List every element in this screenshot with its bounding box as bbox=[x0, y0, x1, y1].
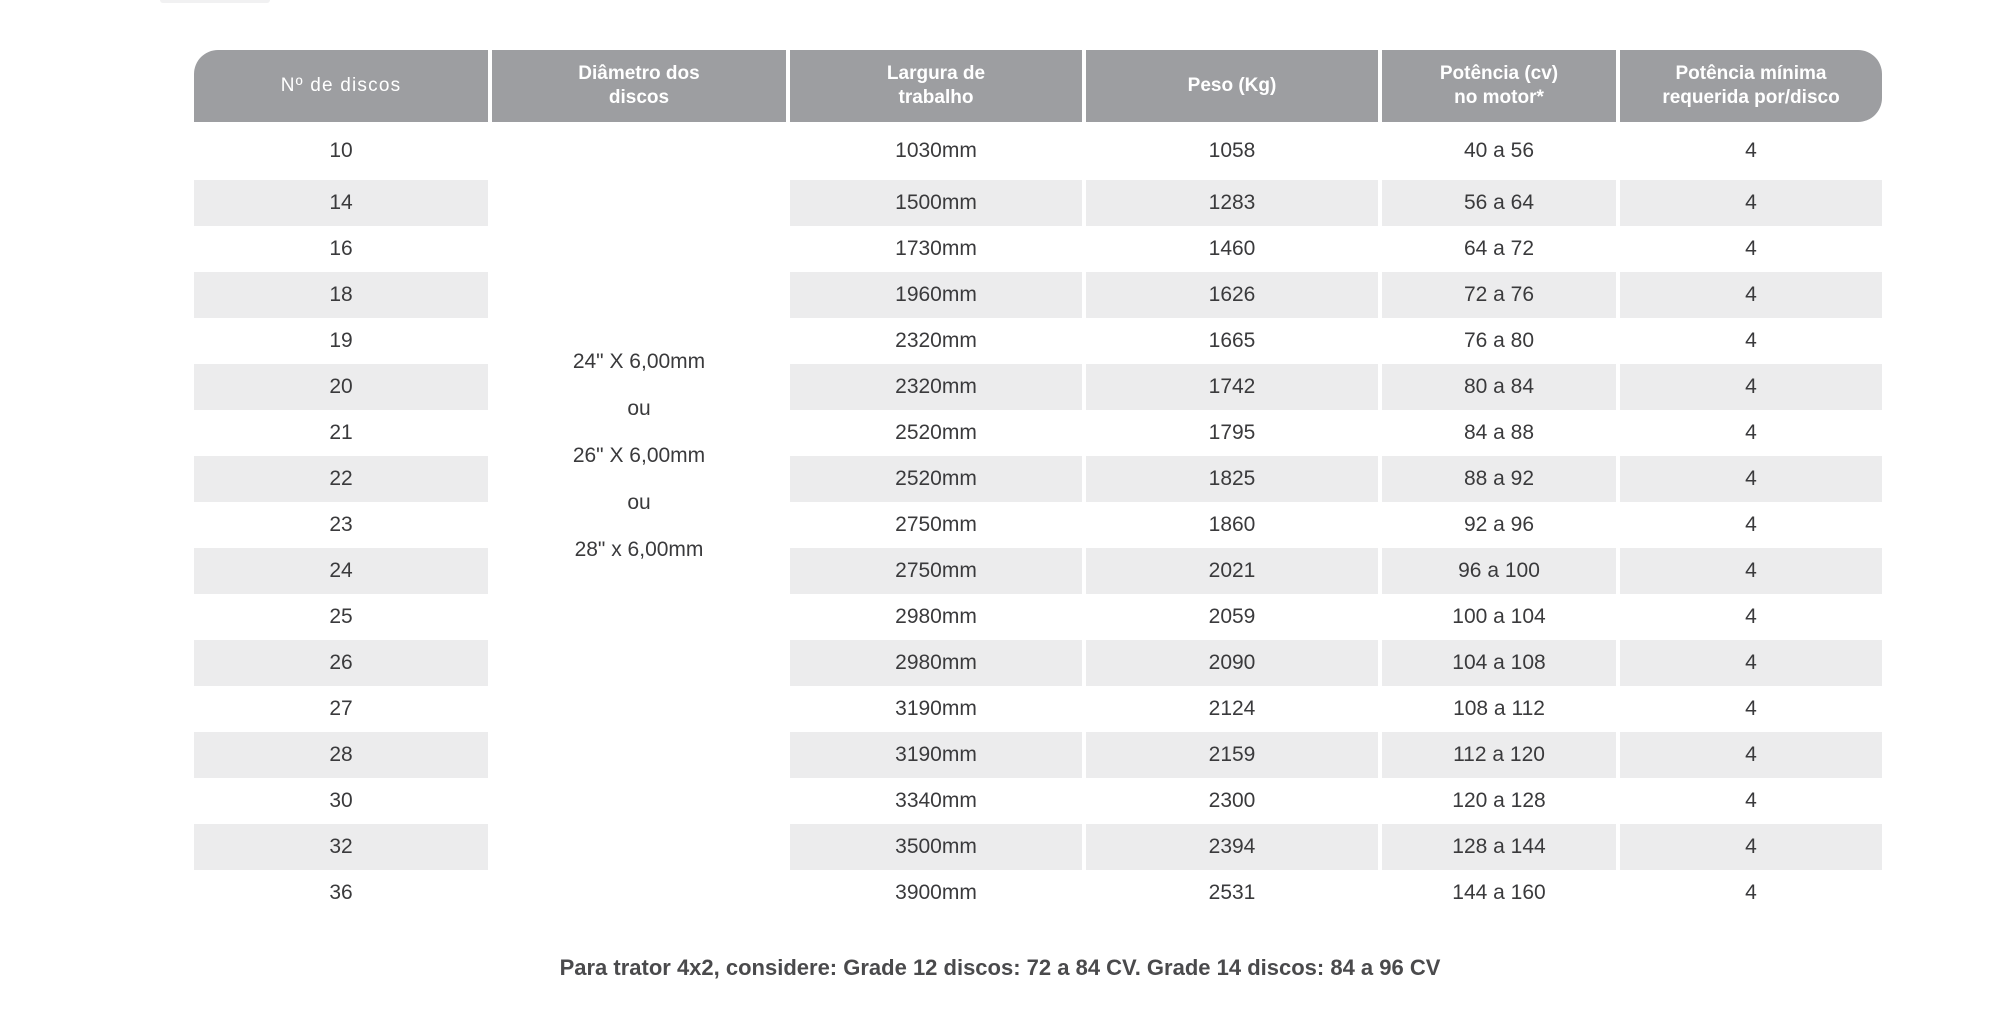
spec-table bbox=[190, 50, 1886, 916]
header-diameter-line2: discos bbox=[608, 87, 670, 108]
cell-width: 2320mm bbox=[790, 364, 1082, 410]
table-row bbox=[194, 456, 1882, 502]
cell-weight: 2021 bbox=[1086, 548, 1378, 594]
header-discs-label: Nº de discos bbox=[280, 75, 402, 96]
cell-min-power: 4 bbox=[1745, 881, 1757, 904]
header-width-line2: trabalho bbox=[898, 87, 974, 108]
cell-power: 96 a 100 bbox=[1382, 548, 1616, 594]
cell-width: 3190mm bbox=[790, 732, 1082, 778]
cell-min-power: 4 bbox=[1620, 364, 1882, 410]
header-weight bbox=[1086, 50, 1378, 122]
table-row bbox=[194, 640, 1882, 686]
footer-note: Para trator 4x2, considere: Grade 12 discos: 72 a 84 CV. Grade 14 discos: 84 a 96 CV bbox=[559, 955, 1441, 980]
cell-discs: 16 bbox=[329, 237, 353, 260]
header-min-power bbox=[1620, 50, 1882, 122]
cell-weight: 1825 bbox=[1086, 456, 1378, 502]
cell-weight: 1460 bbox=[1208, 237, 1256, 260]
table-row bbox=[194, 824, 1882, 870]
cell-discs: 18 bbox=[194, 272, 488, 318]
cell-power: 120 a 128 bbox=[1452, 789, 1546, 812]
header-power-line1: Potência (cv) bbox=[1439, 63, 1559, 84]
cell-discs: 22 bbox=[194, 456, 488, 502]
cell-discs: 30 bbox=[329, 789, 353, 812]
cell-min-power: 4 bbox=[1745, 421, 1757, 444]
table-row bbox=[194, 226, 1882, 272]
cell-weight: 1626 bbox=[1086, 272, 1378, 318]
table-row bbox=[194, 594, 1882, 640]
table-row bbox=[194, 502, 1882, 548]
cell-power: 76 a 80 bbox=[1463, 329, 1535, 352]
header-discs bbox=[194, 50, 488, 122]
table-row bbox=[194, 686, 1882, 732]
cell-weight: 2531 bbox=[1208, 881, 1256, 904]
cell-power: 104 a 108 bbox=[1382, 640, 1616, 686]
table-row bbox=[194, 870, 1882, 916]
cell-discs: 25 bbox=[329, 605, 353, 628]
cell-min-power: 4 bbox=[1620, 180, 1882, 226]
cell-width: 1730mm bbox=[895, 237, 977, 260]
header-power-line2: no motor* bbox=[1454, 87, 1544, 108]
cell-weight: 1742 bbox=[1086, 364, 1378, 410]
cell-power: 64 a 72 bbox=[1463, 237, 1535, 260]
cell-discs: 10 bbox=[329, 139, 353, 162]
cell-power: 40 a 56 bbox=[1463, 139, 1535, 162]
cell-width: 1960mm bbox=[790, 272, 1082, 318]
header-row bbox=[194, 50, 1882, 122]
cell-width: 3190mm bbox=[895, 697, 977, 720]
cell-power: 56 a 64 bbox=[1382, 180, 1616, 226]
cell-power: 108 a 112 bbox=[1453, 697, 1545, 720]
cell-min-power: 4 bbox=[1745, 789, 1757, 812]
diameter-option: ou bbox=[627, 491, 651, 514]
cell-width: 2520mm bbox=[790, 456, 1082, 502]
header-width-line1: Largura de bbox=[886, 63, 986, 84]
table-row bbox=[194, 318, 1882, 364]
table-row bbox=[194, 778, 1882, 824]
cell-min-power: 4 bbox=[1745, 139, 1757, 162]
cell-discs: 21 bbox=[329, 421, 353, 444]
cell-discs: 14 bbox=[194, 180, 488, 226]
cell-min-power: 4 bbox=[1620, 824, 1882, 870]
cell-width: 2980mm bbox=[790, 640, 1082, 686]
cell-width: 3500mm bbox=[790, 824, 1082, 870]
cell-power: 128 a 144 bbox=[1382, 824, 1616, 870]
cell-weight: 2300 bbox=[1208, 789, 1256, 812]
header-power bbox=[1382, 50, 1616, 122]
table-row bbox=[194, 410, 1882, 456]
cell-min-power: 4 bbox=[1620, 272, 1882, 318]
cell-min-power: 4 bbox=[1620, 640, 1882, 686]
cell-min-power: 4 bbox=[1620, 732, 1882, 778]
cell-weight: 1665 bbox=[1208, 329, 1256, 352]
cell-discs: 32 bbox=[194, 824, 488, 870]
cell-min-power: 4 bbox=[1745, 237, 1757, 260]
header-weight-label: Peso (Kg) bbox=[1187, 75, 1277, 96]
header-min-power-line2: requerida por/disco bbox=[1662, 87, 1840, 108]
table-row bbox=[194, 732, 1882, 778]
header-min-power-line1: Potência mínima bbox=[1675, 63, 1827, 84]
cell-power: 88 a 92 bbox=[1382, 456, 1616, 502]
cell-weight: 2394 bbox=[1086, 824, 1378, 870]
table-row bbox=[194, 180, 1882, 226]
cell-weight: 1058 bbox=[1208, 139, 1256, 162]
cell-width: 3900mm bbox=[895, 881, 977, 904]
cell-width: 2520mm bbox=[895, 421, 977, 444]
cell-power: 72 a 76 bbox=[1382, 272, 1616, 318]
cell-min-power: 4 bbox=[1620, 456, 1882, 502]
diameter-option: 24" X 6,00mm bbox=[572, 350, 706, 373]
cell-power: 92 a 96 bbox=[1463, 513, 1535, 536]
cell-power: 112 a 120 bbox=[1382, 732, 1616, 778]
cell-discs: 20 bbox=[194, 364, 488, 410]
cell-width: 1030mm bbox=[895, 139, 977, 162]
cell-width: 2750mm bbox=[895, 513, 977, 536]
diameter-option: 28" x 6,00mm bbox=[574, 538, 704, 561]
table-row bbox=[194, 122, 1882, 180]
cell-min-power: 4 bbox=[1745, 605, 1757, 628]
cell-min-power: 4 bbox=[1745, 513, 1757, 536]
cell-discs: 26 bbox=[194, 640, 488, 686]
cell-weight: 1860 bbox=[1208, 513, 1256, 536]
top-tab-decoration bbox=[160, 0, 270, 3]
cell-weight: 1795 bbox=[1208, 421, 1256, 444]
spec-table-body bbox=[194, 122, 1882, 916]
cell-weight: 2159 bbox=[1086, 732, 1378, 778]
cell-discs: 19 bbox=[329, 329, 353, 352]
table-row bbox=[194, 548, 1882, 594]
header-diameter-line1: Diâmetro dos bbox=[578, 63, 700, 84]
cell-discs: 23 bbox=[329, 513, 353, 536]
cell-weight: 2059 bbox=[1208, 605, 1256, 628]
cell-width: 2980mm bbox=[895, 605, 977, 628]
table-row bbox=[194, 272, 1882, 318]
cell-power: 100 a 104 bbox=[1452, 605, 1546, 628]
cell-power: 84 a 88 bbox=[1463, 421, 1535, 444]
cell-min-power: 4 bbox=[1620, 548, 1882, 594]
header-width bbox=[790, 50, 1082, 122]
cell-weight: 2124 bbox=[1208, 697, 1256, 720]
cell-width: 3340mm bbox=[895, 789, 977, 812]
cell-diameter-options bbox=[492, 122, 786, 916]
cell-power: 80 a 84 bbox=[1382, 364, 1616, 410]
cell-discs: 24 bbox=[194, 548, 488, 594]
header-diameter bbox=[492, 50, 786, 122]
cell-width: 2750mm bbox=[790, 548, 1082, 594]
cell-discs: 28 bbox=[194, 732, 488, 778]
cell-min-power: 4 bbox=[1745, 329, 1757, 352]
cell-discs: 36 bbox=[329, 881, 353, 904]
diameter-option: ou bbox=[627, 397, 651, 420]
cell-min-power: 4 bbox=[1745, 697, 1757, 720]
cell-width: 2320mm bbox=[895, 329, 977, 352]
cell-discs: 27 bbox=[329, 697, 353, 720]
cell-power: 144 a 160 bbox=[1452, 881, 1546, 904]
cell-weight: 1283 bbox=[1086, 180, 1378, 226]
table-row bbox=[194, 364, 1882, 410]
cell-width: 1500mm bbox=[790, 180, 1082, 226]
diameter-option: 26" X 6,00mm bbox=[572, 444, 706, 467]
cell-weight: 2090 bbox=[1086, 640, 1378, 686]
